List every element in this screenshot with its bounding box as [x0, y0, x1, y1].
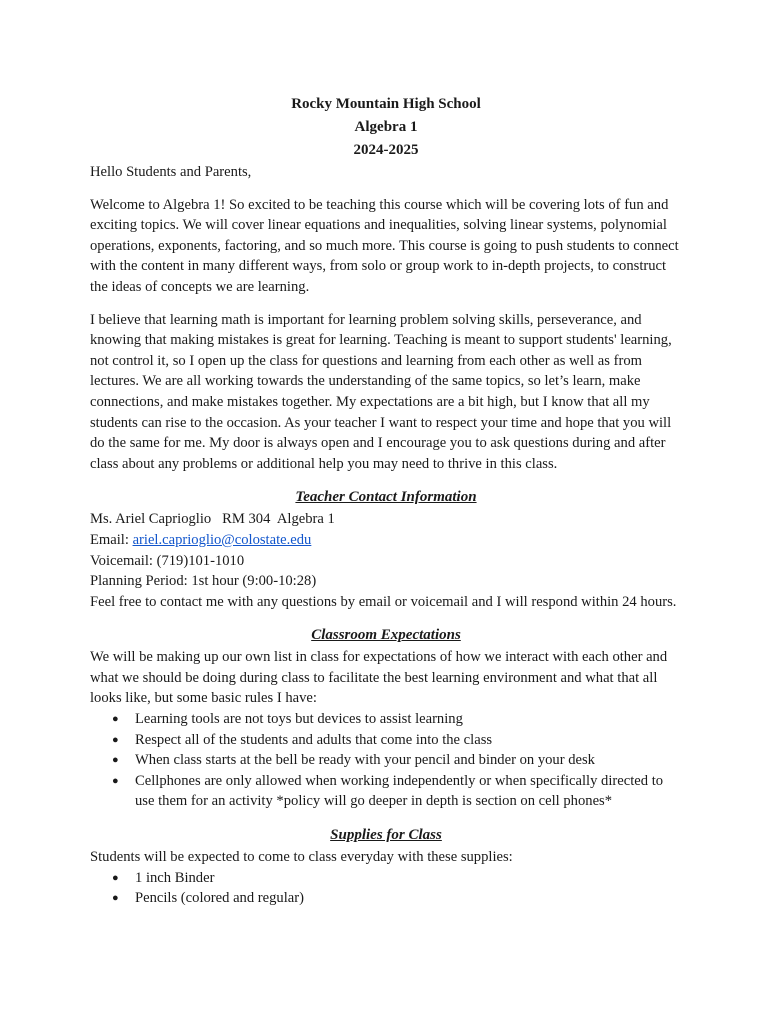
document-header — [90, 93, 682, 161]
contact-section — [90, 486, 682, 612]
section-spacer — [90, 812, 682, 824]
supplies-heading: Supplies for Class — [330, 827, 442, 844]
intro-paragraph-welcome: Welcome to Algebra 1! So excited to be teaching this course which will be covering lots of fun and exciting topics. We will cover linear equations and inequalities, solving linear systems, polynomial operations, exponents, factoring, and so much more. This course is going to push students to connect with the content in many different ways, from solo or group work to in-depth projects, to construct the ideas of concepts we are learning. — [90, 196, 679, 295]
list-item: ● Respect all of the students and adults that come into the class — [90, 730, 682, 751]
supplies-section — [90, 824, 682, 909]
expectations-intro: We will be making up our own list in class for expectations of how we interact with each other and what we should be doing during class to facilitate the best learning environment and what that all looks like, but some basic rules I have: — [90, 649, 668, 707]
list-item: ● 1 inch Binder — [90, 868, 682, 889]
teacher-name-line: Ms. Ariel Caprioglio RM 304 Algebra 1 — [90, 511, 335, 528]
contact-note: Feel free to contact me with any questions by email or voicemail and I will respond within 24 hours. — [90, 593, 677, 610]
email-link[interactable]: ariel.caprioglio@colostate.edu — [132, 531, 312, 548]
email-line — [90, 530, 682, 551]
list-item: ● When class starts at the bell be ready with your pencil and binder on your desk — [90, 750, 682, 771]
planning-period-line: Planning Period: 1st hour (9:00-10:28) — [90, 573, 317, 590]
expectations-heading: Classroom Expectations — [311, 627, 461, 644]
supplies-intro: Students will be expected to come to class everyday with these supplies: — [90, 849, 513, 866]
greeting: Hello Students and Parents, — [90, 164, 252, 180]
list-item: ● Cellphones are only allowed when working independently or when specifically directed to use them for an activity *policy will go deeper in depth is section on cell phones* — [90, 771, 682, 812]
list-item: ● Learning tools are not toys but devices to assist learning — [90, 709, 682, 730]
intro-paragraph-philosophy: I believe that learning math is important for learning problem solving skills, perseverance, and knowing that making mistakes is great for learning. Teaching is meant to support students' learning, not control it, so I open up the class for questions and learning from each other as well as from lectures. We are all working towards the understanding of the same topics, so let’s learn, make connections, and make mistakes together. My expectations are a bit high, but I know that all my students can rise to the occasion. As your teacher I want to respect your time and hope that you will do the same for me. My door is always open and I encourage you to ask questions during and after class about any problems or additional help you may need to thrive in this class. — [90, 311, 672, 472]
expectations-list — [90, 709, 682, 812]
email-label: Email: — [90, 531, 133, 548]
school-year: 2024-2025 — [353, 142, 419, 158]
course-name: Algebra 1 — [354, 119, 418, 135]
voicemail-line: Voicemail: (719)101-1010 — [90, 552, 245, 569]
supplies-list — [90, 868, 682, 909]
contact-heading: Teacher Contact Information — [295, 489, 477, 506]
school-name: Rocky Mountain High School — [291, 96, 481, 112]
list-item: ● Pencils (colored and regular) — [90, 888, 682, 909]
expectations-section — [90, 624, 682, 812]
document-body — [90, 93, 682, 909]
